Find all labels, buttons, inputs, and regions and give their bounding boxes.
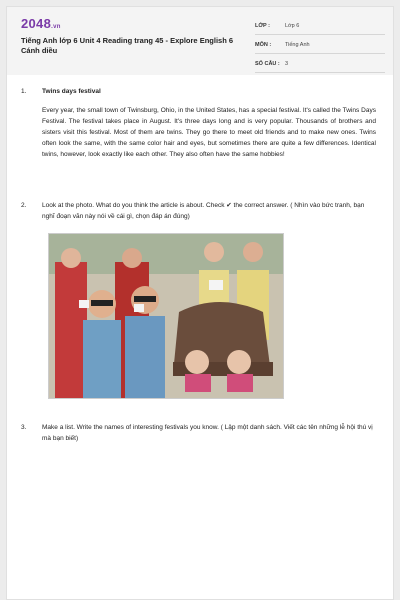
question-text: Look at the photo. What do you think the article is about. Check ✔ the correct answer. ( Nhìn vào bức tranh, bạn nghĩ đoạn văn này nói về cái gì, chọn đáp án đúng) — [42, 202, 365, 220]
meta-row-class — [255, 19, 385, 35]
meta-info — [255, 19, 385, 76]
page-title: Tiếng Anh lớp 6 Unit 4 Reading trang 45 - Explore English 6 Cánh diều — [21, 36, 234, 55]
question-number: 3. — [21, 424, 27, 431]
worksheet-page — [6, 6, 394, 600]
meta-label: LỚP : — [255, 23, 270, 29]
site-logo[interactable] — [21, 16, 61, 31]
photo-illustration — [49, 234, 283, 398]
reading-passage: Every year, the small town of Twinsburg, Ohio, in the United States, has a special festival. It's called the Twins Days Festival. The festival takes place in August. It's three days long and is very popular. Thousands of brothers and sisters visit this festival. Most of them are twins. They go there to meet old friends and to make new ones. Twins often look the same, with the same color hair and eyes, but sometimes there are quite a few differences. Identical twins, however, look exactly like each other. They also often have the same hobbies! — [42, 107, 376, 158]
meta-label: MÔN : — [255, 42, 272, 48]
worksheet-header — [7, 7, 393, 75]
question-number: 2. — [21, 202, 27, 209]
logo-tld: .vn — [51, 24, 61, 30]
question-number: 1. — [21, 88, 27, 95]
logo-text: 2048 — [21, 16, 52, 31]
twins-festival-photo — [48, 233, 284, 399]
question-text: Make a list. Write the names of interesting festivals you know. ( Lập một danh sách. Viết các tên những lễ hội thú vị mà bạn biết) — [42, 424, 373, 442]
meta-row-count — [255, 57, 385, 73]
meta-label: SỐ CÂU : — [255, 61, 280, 67]
meta-value: 3 — [285, 61, 289, 67]
meta-value: Lớp 6 — [285, 23, 300, 29]
meta-value: Tiếng Anh — [285, 42, 310, 48]
question-title: Twins days festival — [42, 88, 101, 95]
meta-row-subject — [255, 38, 385, 54]
